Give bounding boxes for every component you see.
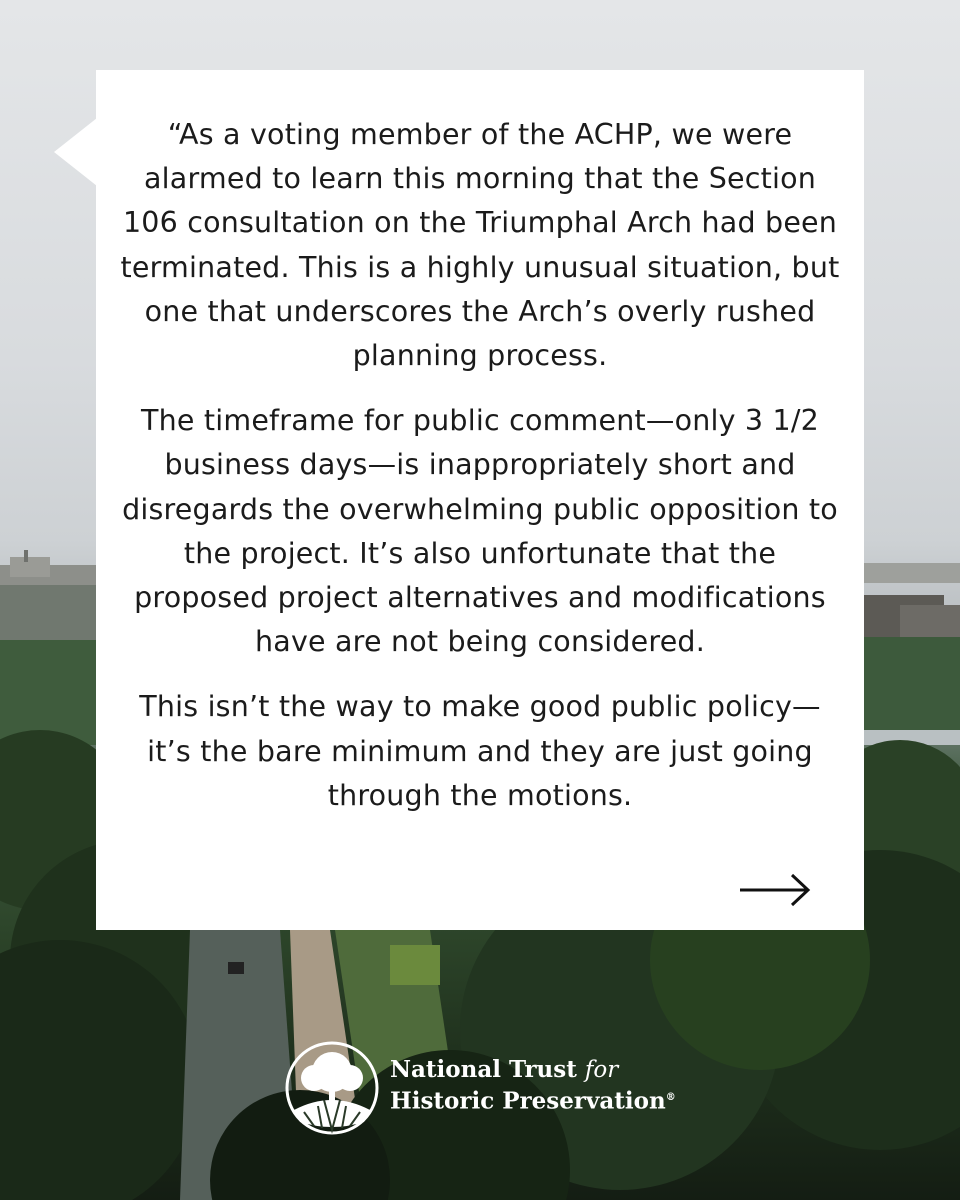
quote-text: [120, 113, 840, 839]
quote-paragraph-1: “As a voting member of the ACHP, we were alarmed to learn this morning that the Section 106 consultation on the Triumphal Arch had been terminated. This is a highly unusual situation, but one that underscores the Arch’s overly rushed planning process.: [120, 118, 840, 373]
logo-line1-italic: for: [584, 1057, 619, 1083]
ntp-logo-icon: [284, 1040, 380, 1136]
arrow-right-icon[interactable]: [738, 872, 812, 908]
quote-paragraph-2: The timeframe for public comment—only 3 1/2 business days—is inappropriately short and disregards the overwhelming public opposition to the project. It’s also unfortunate that the proposed project alternatives and modifications have are not being considered.: [122, 404, 838, 659]
ntp-wordmark: [390, 1056, 676, 1116]
ntp-logo: [284, 1040, 704, 1136]
logo-line1-main: National Trust: [390, 1056, 585, 1083]
speech-bubble-pointer: [54, 118, 97, 186]
logo-line2: Historic Preservation: [390, 1087, 666, 1115]
quote-paragraph-3: This isn’t the way to make good public policy—it’s the bare minimum and they are just going through the motions.: [139, 690, 821, 812]
registered-mark: ®: [665, 1092, 676, 1103]
